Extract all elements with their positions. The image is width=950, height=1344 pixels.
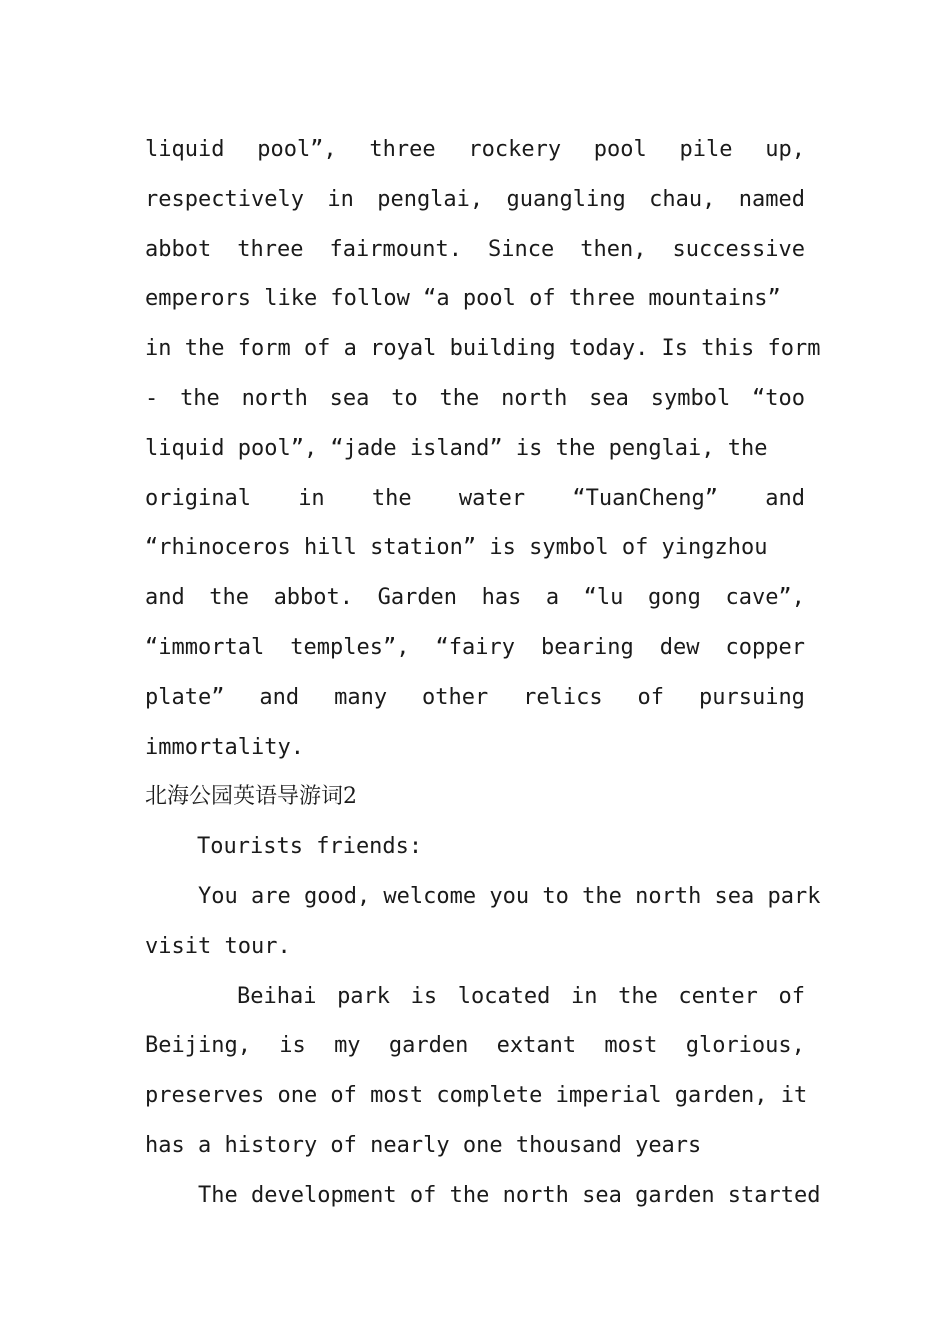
word: has	[481, 585, 522, 611]
text-line	[145, 183, 805, 233]
word: liquid	[145, 137, 225, 162]
text-line	[145, 233, 805, 283]
word: three	[369, 137, 436, 162]
word: symbol	[650, 385, 731, 411]
word: three	[237, 236, 304, 262]
word: in	[327, 186, 354, 212]
word: is	[279, 1033, 306, 1059]
word: most	[604, 1033, 658, 1059]
word: Garden	[377, 585, 458, 611]
word: penglai,	[377, 186, 484, 212]
word: and	[145, 585, 185, 611]
word: “lu	[583, 585, 624, 611]
word: a	[545, 585, 560, 611]
word: respectively	[145, 186, 304, 212]
word: chau,	[649, 186, 716, 212]
word: abbot	[145, 236, 212, 262]
text-line: preserves one of most complete imperial garden, it	[145, 1083, 808, 1109]
word: pool”,	[257, 137, 337, 162]
word: “TuanCheng”	[572, 485, 719, 511]
paragraph-pool-mountains	[145, 133, 821, 731]
word: located	[457, 983, 551, 1009]
word: in	[571, 983, 598, 1009]
word: pursuing	[698, 684, 805, 710]
word: successive	[672, 236, 805, 262]
word: in	[298, 485, 325, 511]
word: dew	[659, 634, 700, 660]
paragraph-last-line: immortality.	[145, 734, 304, 760]
word: my	[334, 1033, 361, 1059]
word: then,	[580, 236, 647, 262]
word: original	[145, 485, 251, 511]
word: bearing	[540, 634, 634, 660]
text-line	[145, 581, 805, 631]
section-heading: 北海公园英语导游词2	[145, 784, 357, 810]
text-line	[145, 382, 805, 432]
word: temples”,	[290, 634, 410, 660]
word: is	[410, 983, 438, 1009]
text-line: emperors like follow “a pool of three mountains”	[145, 286, 781, 312]
word: Since	[488, 236, 555, 262]
text-line	[145, 631, 805, 681]
word: cave”,	[725, 585, 805, 611]
text-line	[145, 681, 805, 731]
word: the	[209, 585, 250, 611]
word: other	[421, 684, 489, 710]
word: extant	[496, 1033, 577, 1059]
word: glorious,	[685, 1033, 805, 1059]
word: of	[637, 684, 665, 710]
word: park	[337, 983, 391, 1009]
word: guangling	[506, 186, 626, 212]
welcome-line: You are good, welcome you to the north sea park	[198, 883, 821, 909]
word: “too	[752, 385, 805, 411]
word: of	[778, 983, 805, 1009]
word: Beihai	[237, 983, 317, 1009]
word: to	[391, 385, 418, 411]
text-line: liquid pool”, “jade island” is the penglai, the	[145, 435, 768, 461]
text-line: in the form of a royal building today. Is this form	[145, 336, 821, 362]
word: rockery	[468, 137, 562, 162]
word: pool	[593, 137, 647, 162]
word: sea	[329, 385, 370, 411]
paragraph-location	[145, 980, 808, 1129]
word: the	[371, 485, 412, 511]
word: “fairy	[435, 634, 515, 660]
word: abbot.	[273, 585, 354, 611]
word: sea	[589, 385, 629, 411]
word: pile	[679, 137, 733, 162]
text-line: “rhinoceros hill station” is symbol of yingzhou	[145, 535, 768, 561]
word: gong	[647, 585, 701, 611]
text-line	[145, 1029, 805, 1079]
greeting-line: Tourists friends:	[197, 834, 423, 860]
word: many	[334, 684, 388, 710]
word: north	[501, 385, 568, 411]
word: Beijing,	[145, 1033, 251, 1059]
word: garden	[388, 1033, 469, 1059]
paragraph-development-line: The development of the north sea garden started	[198, 1182, 821, 1208]
word: the	[618, 983, 658, 1009]
word: and	[765, 485, 805, 511]
word: and	[259, 684, 300, 710]
word: relics	[523, 684, 603, 710]
word: center	[678, 983, 758, 1009]
text-line	[145, 133, 805, 183]
word: up,	[765, 137, 805, 162]
paragraph-last-line: has a history of nearly one thousand years	[145, 1132, 702, 1158]
text-line	[145, 482, 805, 532]
word: copper	[725, 634, 805, 660]
word: the	[439, 385, 480, 411]
body-text	[145, 133, 821, 1229]
word: “immortal	[145, 634, 265, 660]
text-line	[145, 980, 805, 1030]
word: water	[458, 485, 526, 511]
word: the	[180, 385, 220, 411]
word: north	[241, 385, 308, 411]
welcome-line-continued: visit tour.	[145, 933, 291, 959]
word: named	[738, 186, 805, 212]
word: -	[145, 385, 159, 411]
word: plate”	[145, 684, 225, 710]
word: fairmount.	[329, 236, 462, 262]
